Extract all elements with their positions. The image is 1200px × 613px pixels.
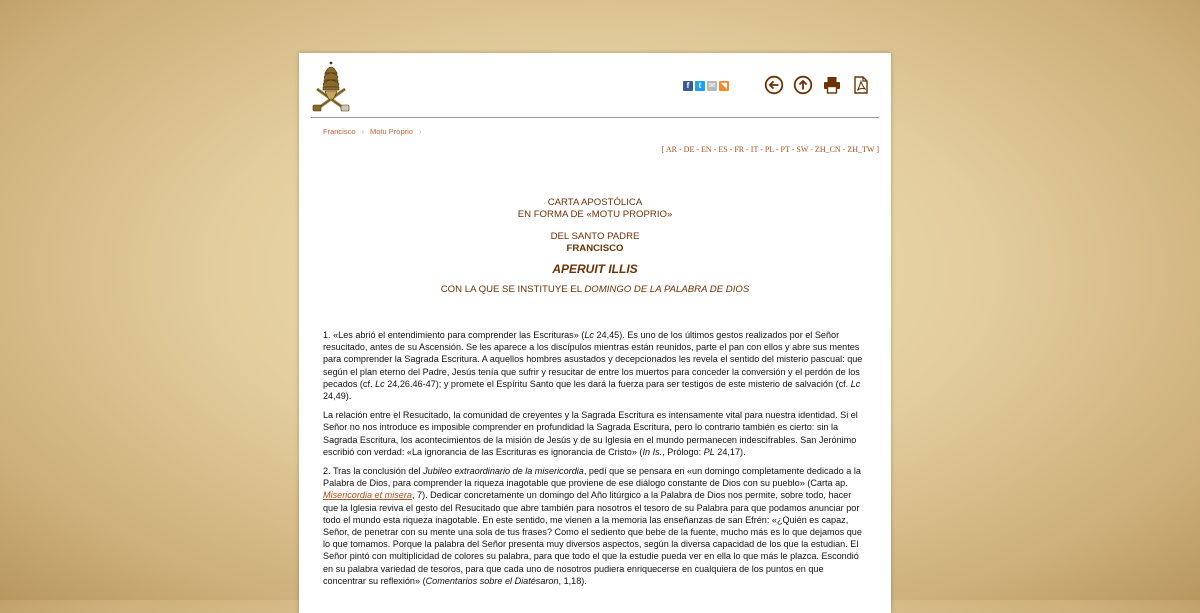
- breadcrumb: [323, 127, 427, 136]
- paragraph-2: La relación entre el Resucitado, la comunidad de creyentes y la Sagrada Escritura es intensamente vital para nuestra identidad. Si el Señor no nos introduce es imposible comprender en profundidad la Sagrada Escritura, pero lo contrario también es cierto: sin la Sagrada Escritura, los acontecimientos de la misión de Jesús y de su Iglesia en el mundo permanecen indescifrables. San Jerónimo escribió con verdad: «La ignorancia de las Escrituras es ignorancia de Cristo» (In Is., Prólogo: PL 24,17).: [323, 410, 858, 457]
- language-selector[interactable]: [ AR - DE - EN - ES - FR - IT - PL - PT - SW - ZH_CN - ZH_TW ]: [661, 145, 879, 154]
- rss-icon[interactable]: ◥: [720, 81, 728, 90]
- paragraph-1: 1. «Les abrió el entendimiento para comprender las Escrituras» (Lc 24,45). Es uno de los últimos gestos realizados por el Señor resucitado, antes de su Ascensión. Se les aparece a los discípulos mientras están reunidos, parte el pan con ellos y abre sus mentes para comprender la Sagrada Escritura. A aquellos hombres asustados y decepcionados les revela el sentido del misterio pascual: que según el plan eterno del Padre, Jesús tenía que sufrir y resucitar de entre los muertos para conceder la conversión y el perdón de los pecados (cf. Lc 24,26.46-47); y promete el Espíritu Santo que les dará la fuerza para ser testigos de este misterio de salvación (cf. Lc 24,49).: [323, 330, 863, 402]
- document-body: [323, 329, 867, 594]
- breadcrumb-francisco[interactable]: Francisco: [323, 127, 356, 136]
- papal-coat-of-arms-icon[interactable]: [309, 61, 353, 115]
- arrow-left-icon[interactable]: [764, 75, 784, 95]
- twitter-icon[interactable]: t: [695, 81, 705, 91]
- chevron-right-icon: ›: [361, 127, 365, 136]
- document-page: [299, 53, 891, 613]
- share-icons: [683, 81, 729, 91]
- doc-from: DEL SANTO PADRE: [550, 231, 640, 242]
- doc-title: APERUIT ILLIS: [552, 262, 638, 276]
- email-icon[interactable]: ✉: [708, 81, 716, 90]
- doc-form: EN FORMA DE «MOTU PROPRIO»: [517, 209, 673, 220]
- document-header: [299, 197, 891, 296]
- breadcrumb-motu-proprio[interactable]: Motu Proprio: [370, 127, 413, 136]
- header-divider: [311, 117, 879, 118]
- arrow-up-icon[interactable]: [793, 75, 813, 95]
- paragraph-3: 2. Tras la conclusión del Jubileo extraordinario de la misericordia, pedí que se pensara en «un domingo completamente dedicado a la Palabra de Dios, para comprender la riqueza inagotable que proviene de ese diálogo constante de Dios con su pueblo» (Carta ap. Misericordia et misera, 7). Dedicar concretamente un domingo del Año litúrgico a la Palabra de Dios nos permite, sobre todo, hacer que la Iglesia reviva el gesto del Resucitado que abre también para nosotros el tesoro de su Palabra para que podamos anunciar por todo el mundo esta riqueza inagotable. En este sentido, me vienen a la memoria las enseñanzas de san Efrén: «¿Quién es capaz, Señor, de penetrar con su mente una sola de tus frases? Como el sediento que bebe de la fuente, mucho más es lo que dejamos que lo que tomamos. Porque la palabra del Señor presenta muy diversos aspectos, según la diversa capacidad de los que la estudian. El Señor pintó con multiplicidad de colores su palabra, para que todo el que la estudie pueda ver en ella lo que más le plazca. Escondió en su palabra variedad de tesoros, para que cada uno de nosotros pudiera enriquecerse en cualquiera de los puntos en que concentrar su reflexión» (Comentarios sobre el Diatésaron, 1,18).: [323, 466, 862, 586]
- doc-author: FRANCISCO: [566, 243, 624, 254]
- misericordia-et-misera-link[interactable]: Misericordia et misera: [323, 490, 412, 501]
- pdf-icon[interactable]: [851, 75, 871, 95]
- printer-icon[interactable]: [822, 75, 842, 95]
- doc-subtitle: CON LA QUE SE INSTITUYE EL DOMINGO DE LA PALABRA DE DIOS: [440, 284, 750, 295]
- doc-type: CARTA APOSTÓLICA: [547, 197, 643, 208]
- chevron-right-icon: ›: [418, 127, 422, 136]
- facebook-icon[interactable]: f: [683, 81, 693, 91]
- page-actions: [764, 75, 871, 95]
